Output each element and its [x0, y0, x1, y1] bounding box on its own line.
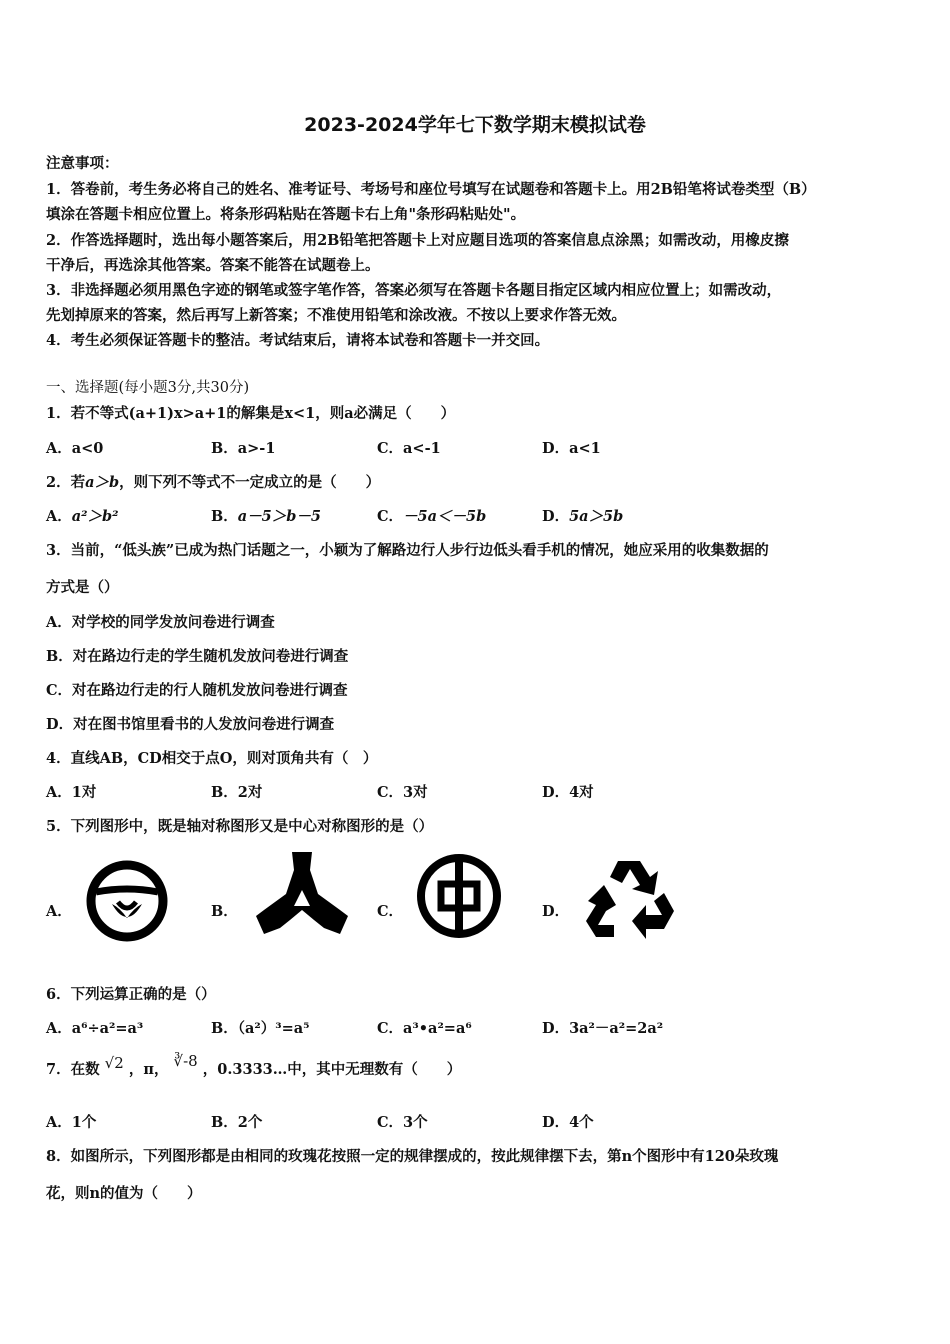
q5-label-d: D． [542, 903, 570, 920]
q2-stem-post: ，则下列不等式不一定成立的是（ ） [119, 474, 381, 491]
notice-line: 先划掉原来的答案，然后再写上新答案；不准使用铅笔和涂改液。不按以上要求作答无效。 [46, 307, 626, 324]
q5-figure-a-emblem [82, 856, 172, 946]
question-4-stem: 4．直线AB，CD相交于点O，则对顶角共有（ ） [46, 750, 378, 767]
question-8-stem-line1: 8．如图所示，下列图形都是由相同的玫瑰花按照一定的规律摆成的，按此规律摆下去，第n个图形中有120朵玫瑰 [46, 1148, 779, 1165]
q3-option-b: B．对在路边行走的学生随机发放问卷进行调查 [46, 648, 349, 665]
q6-option-a: A．a⁶÷a²=a³ [46, 1020, 144, 1037]
q2-option-c: C．－5a＜－5b [377, 508, 487, 525]
q7-option-c: C．3个 [377, 1114, 428, 1131]
q5-figure-c-coin [414, 851, 504, 941]
page-title: 2023-2024学年七下数学期末模拟试卷 [304, 114, 646, 136]
q7-option-a: A．1个 [46, 1114, 97, 1131]
q4-option-a: A．1对 [46, 784, 97, 801]
q7-option-b: B．2个 [211, 1114, 263, 1131]
q7-cube-root: ∛-8 [173, 1052, 198, 1070]
q5-figure-b-trefoil [254, 850, 350, 940]
q2-option-d: D．5a＞5b [542, 508, 624, 525]
q6-option-d: D．3a²－a²=2a² [542, 1020, 664, 1037]
q1-option-b: B．a>-1 [211, 440, 276, 457]
q5-figure-d-recycle-icon [584, 855, 678, 943]
question-5-stem: 5．下列图形中，既是轴对称图形又是中心对称图形的是（） [46, 818, 434, 835]
q2-stem-math: a＞b [85, 474, 120, 491]
question-8-stem-line2: 花，则n的值为（ ） [46, 1185, 202, 1202]
q7-stem-post: ，0.3333…中，其中无理数有（ ） [202, 1061, 462, 1078]
q1-option-d: D．a<1 [542, 440, 601, 457]
q4-option-d: D．4对 [542, 784, 594, 801]
notice-line: 干净后，再选涂其他答案。答案不能答在试题卷上。 [46, 257, 380, 274]
q5-label-a: A． [46, 903, 72, 920]
question-2-stem [46, 471, 380, 492]
question-6-stem: 6．下列运算正确的是（） [46, 986, 216, 1003]
q2-option-b: B．a－5＞b－5 [211, 508, 321, 525]
q1-option-c: C．a<-1 [377, 440, 441, 457]
q2-stem-pre: 2．若 [46, 474, 86, 491]
q7-stem-pre: 7．在数 [46, 1061, 100, 1078]
q6-option-b: B．（a²）³=a⁵ [211, 1020, 310, 1037]
q2-option-a: A．a²＞b² [46, 508, 119, 525]
notice-line: 2．作答选择题时，选出每小题答案后，用2B铅笔把答题卡上对应题目选项的答案信息点涂黑；如需改动，用橡皮擦 [46, 232, 789, 249]
q6-option-c: C．a³•a²=a⁶ [377, 1020, 472, 1037]
q7-sep: ，π， [128, 1061, 169, 1078]
q4-option-c: C．3对 [377, 784, 428, 801]
q7-option-d: D．4个 [542, 1114, 594, 1131]
q5-label-c: C． [377, 903, 404, 920]
q7-sqrt-2: √2 [104, 1054, 124, 1072]
question-3-stem-line2: 方式是（） [46, 579, 119, 596]
q3-option-d: D．对在图书馆里看书的人发放问卷进行调查 [46, 716, 335, 733]
question-3-stem-line1: 3．当前，“低头族”已成为热门话题之一，小颖为了解路边行人步行边低头看手机的情况，她应采用的收集数据的 [46, 542, 769, 559]
q4-option-b: B．2对 [211, 784, 263, 801]
notice-line: 3．非选择题必须用黑色字迹的钢笔或签字笔作答，答案必须写在答题卡各题目指定区域内相应位置上；如需改动， [46, 282, 782, 299]
section-heading: 一、选择题(每小题3分,共30分) [46, 380, 250, 396]
q3-option-c: C．对在路边行走的行人随机发放问卷进行调查 [46, 682, 348, 699]
notice-line: 1．答卷前，考生务必将自己的姓名、准考证号、考场号和座位号填写在试题卷和答题卡上。用2B铅笔将试卷类型（B） [46, 181, 816, 198]
question-1-stem: 1．若不等式(a+1)x>a+1的解集是x<1，则a必满足（ ） [46, 405, 456, 422]
notice-line: 4．考生必须保证答题卡的整洁。考试结束后，请将本试卷和答题卡一并交回。 [46, 332, 550, 349]
notice-heading: 注意事项： [46, 155, 119, 172]
question-7-stem [46, 1052, 462, 1079]
q1-option-a: A．a<0 [46, 440, 104, 457]
notice-line: 填涂在答题卡相应位置上。将条形码粘贴在答题卡右上角"条形码粘贴处"。 [46, 206, 526, 223]
q3-option-a: A．对学校的同学发放问卷进行调查 [46, 614, 275, 631]
q5-label-b: B． [211, 903, 238, 920]
